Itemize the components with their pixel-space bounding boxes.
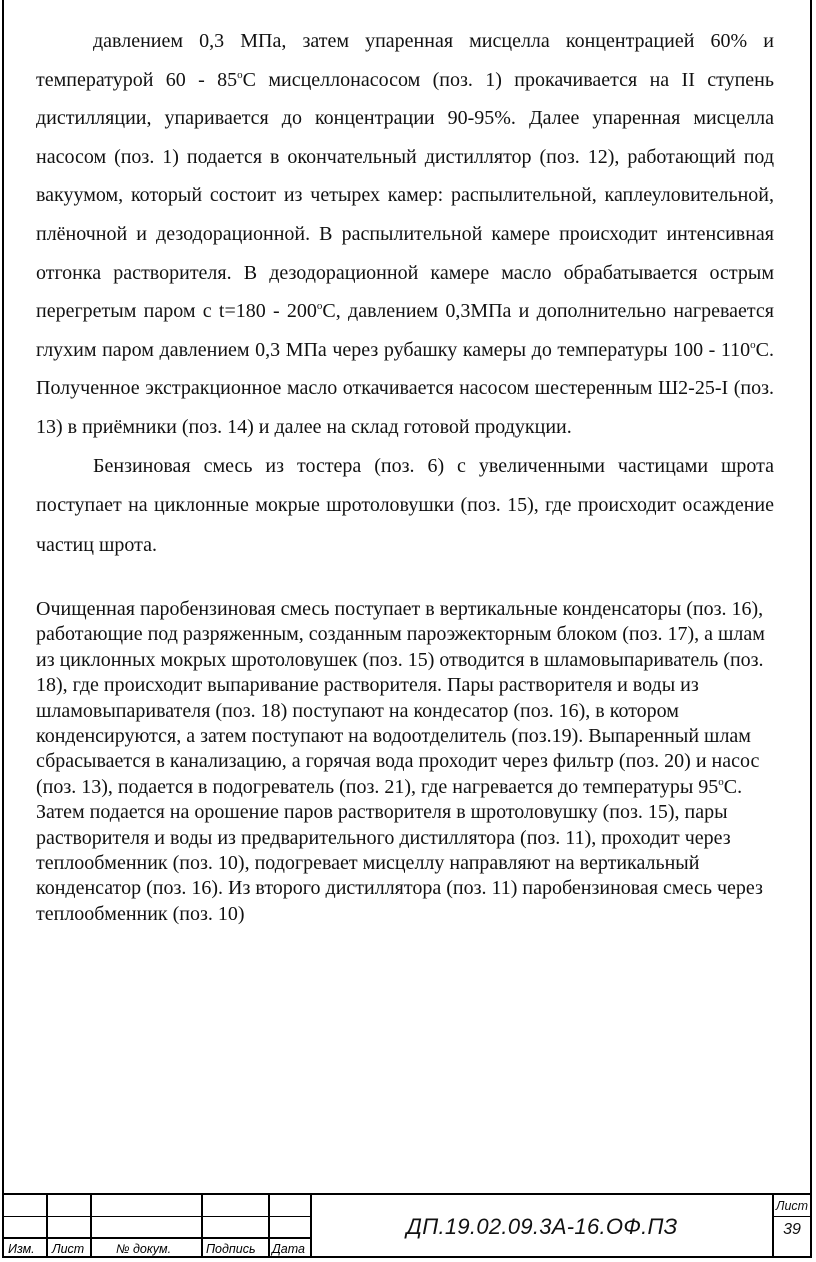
title-block bbox=[2, 1193, 812, 1258]
col-signature: Подпись bbox=[206, 1242, 256, 1256]
col-list: Лист bbox=[52, 1242, 85, 1256]
paragraph-3: Очищенная паробензиновая смесь поступает в вертикальные конденсаторы (поз. 16), работающие под разряженным, созданным пароэжекторным блоком (поз. 17), а шлам из циклонных мокрых шротоловушек (поз. 15) отводится в шламовыпариватель (поз. 18), где происходит выпаривание растворителя. Пары растворителя и воды из шламовыпаривателя (поз. 18) поступают на кондесатор (поз. 16), в котором конденсируются, а затем поступают на водоотделитель (поз.19). Выпаренный шлам сбрасывается в канализацию, а горячая вода проходит через фильтр (поз. 20) и насос (поз. 13), подается в подогреватель (поз. 21), где нагревается до температуры $95^оС$. Затем подается на орошение паров растворителя в шротоловушку (поз. 15), пары растворителя и воды из предварительного дистиллятора (поз. 11), проходит через теплообменник (поз. 10), подогревает мисцеллу направляют на вертикальный конденсатор (поз. 16). Из второго дистиллятора (поз. 11) паробензиновая смесь через теплообменник (поз. 10) bbox=[36, 598, 765, 925]
paragraph-1: давлением 0,3 МПа, затем упаренная мисцелла концентрацией 60% и температурой $60 - 85^оС$ мисцеллонасосом (поз. 1) прокачивается на II ступень дистилляции, упаривается до концентрации 90-95%. Далее упаренная мисцелла насосом (поз. 1) подается в окончательный дистиллятор (поз. 12), работающий под вакуумом, который состоит из четырех камер: распылительной, каплеуловительной, плёночной и дезодорационной. В распылительной камере происходит интенсивная отгонка растворителя. В дезодорационной камере масло обрабатывается острым перегретым паром с $t=180 - 200^оС$, давлением 0,3МПа и дополнительно нагревается глухим паром давлением 0,3 МПа через рубашку камеры до температуры $100 - 110^оС$. Полученное экстракционное масло откачивается насосом шестеренным Ш2-25-I (поз. 13) в приёмники (поз. 14) и далее на склад готовой продукции. bbox=[36, 30, 774, 438]
paragraph-2: Бензиновая смесь из тостера (поз. 6) с увеличенными частицами шрота поступает на циклонные мокрые шротоловушки (поз. 15), где происходит осаждение частиц шрота. bbox=[36, 454, 774, 556]
document-code: ДП.19.02.09.3А-16.ОФ.ПЗ bbox=[406, 1213, 678, 1239]
col-doc-number: № докум. bbox=[116, 1242, 172, 1256]
sheet-label: Лист bbox=[775, 1199, 809, 1213]
col-date: Дата bbox=[272, 1242, 305, 1256]
sheet-number: 39 bbox=[783, 1221, 801, 1238]
col-izm: Изм. bbox=[8, 1242, 35, 1256]
main-text bbox=[36, 22, 774, 565]
